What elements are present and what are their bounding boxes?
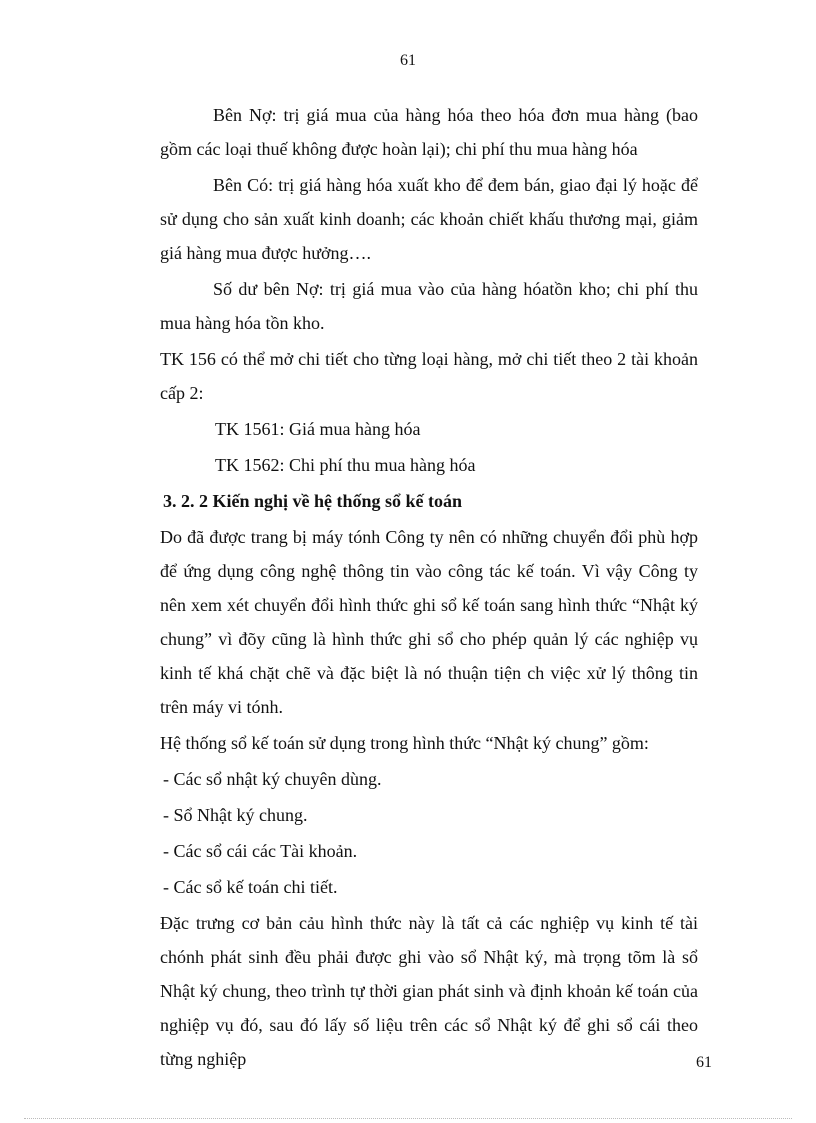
list-item: - Sổ Nhật ký chung. <box>163 805 308 825</box>
paragraph-ben-co: Bên Có: trị giá hàng hóa xuất kho để đem bán, giao đại lý hoặc để sử dụng cho sản xuất kinh doanh; các khoản chiết khấu thương mại, giảm giá hàng mua được hưởng…. <box>160 175 698 263</box>
section-heading: 3. 2. 2 Kiến nghị về hệ thống sổ kế toán <box>163 491 463 511</box>
list-item: - Các sổ kế toán chi tiết. <box>163 877 338 897</box>
page-number-top: 61 <box>400 52 416 69</box>
paragraph-tk1561: TK 1561: Giá mua hàng hóa <box>215 419 421 439</box>
page-number-bottom: 61 <box>696 1054 712 1071</box>
paragraph-so-du: Số dư bên Nợ: trị giá mua vào của hàng hóatồn kho; chi phí thu mua hàng hóa tồn kho. <box>160 279 698 333</box>
book-list <box>160 762 698 904</box>
list-item: - Các sổ nhật ký chuyên dùng. <box>163 769 382 789</box>
paragraph-system-intro: Hệ thống sổ kế toán sử dụng trong hình thức “Nhật ký chung” gồm: <box>160 733 649 753</box>
paragraph-recommendation: Do đã được trang bị máy tónh Công ty nên có những chuyển đổi phù hợp để ứng dụng công nghệ thông tin vào công tác kế toán. Vì vậy Công ty nên xem xét chuyển đổi hình thức ghi sổ kế toán sang hình thức “Nhật ký chung” vì đõy cũng là hình thức ghi sổ cho phép quản lý các nghiệp vụ kinh tế khá chặt chẽ và đặc biệt là nó thuận tiện ch việc xử lý thông tin trên máy vi tónh. <box>160 527 698 717</box>
footer-divider <box>24 1118 792 1119</box>
paragraph-tk1562: TK 1562: Chi phí thu mua hàng hóa <box>215 455 476 475</box>
list-item: - Các sổ cái các Tài khoản. <box>163 841 358 861</box>
document-body <box>160 98 698 1078</box>
paragraph-tk156: TK 156 có thể mở chi tiết cho từng loại hàng, mở chi tiết theo 2 tài khoản cấp 2: <box>160 349 698 403</box>
paragraph-characteristics: Đặc trưng cơ bản cảu hình thức này là tất cả các nghiệp vụ kinh tế tài chónh phát sinh đều phải được ghi vào sổ Nhật ký, mà trọng tõm là sổ Nhật ký chung, theo trình tự thời gian phát sinh và định khoản kế toán của nghiệp vụ đó, sau đó lấy số liệu trên các sổ Nhật ký để ghi sổ cái theo từng nghiệp <box>160 913 698 1069</box>
paragraph-ben-no: Bên Nợ: trị giá mua của hàng hóa theo hóa đơn mua hàng (bao gồm các loại thuế không được hoàn lại); chi phí thu mua hàng hóa <box>160 105 698 159</box>
